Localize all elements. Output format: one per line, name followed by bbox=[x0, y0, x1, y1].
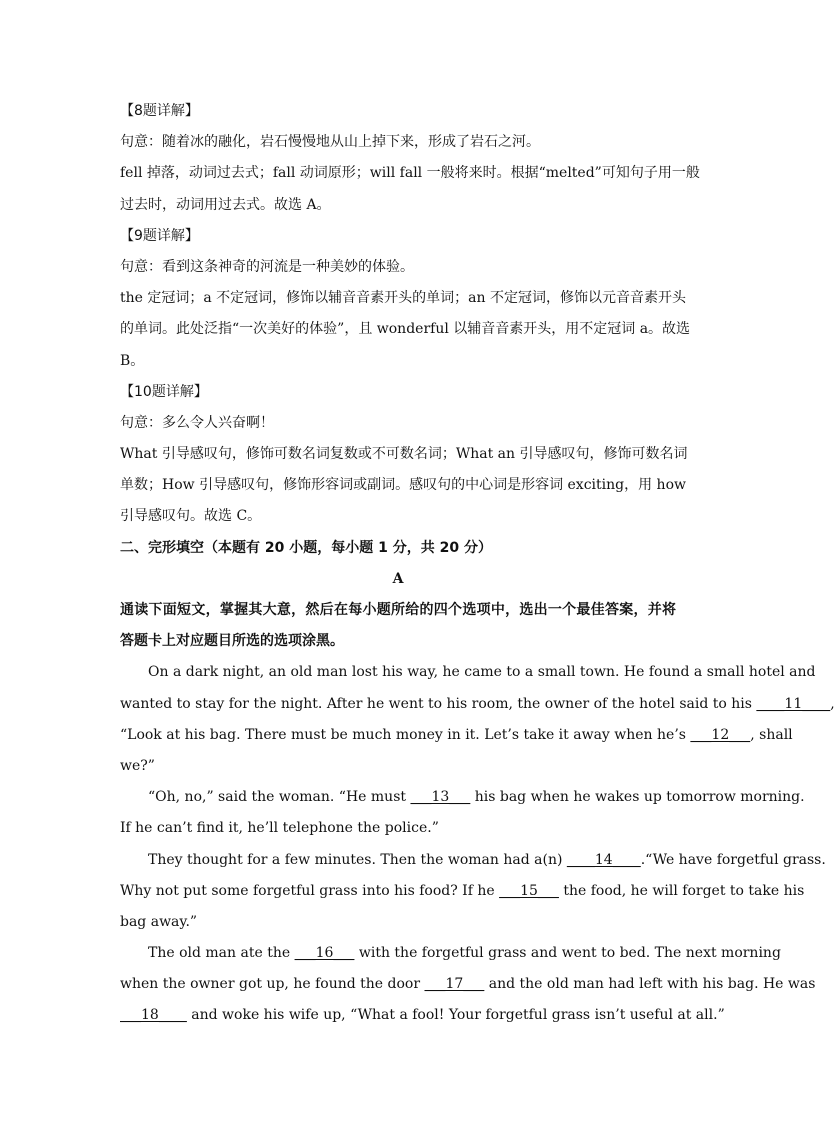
passage-p1-line-3 bbox=[120, 720, 793, 751]
passage-p3-line-1 bbox=[120, 845, 826, 876]
section-title: 二、完形填空（本题有 20 小题，每小题 1 分，共 20 分） bbox=[120, 539, 492, 556]
q9-explain-line-3: B。 bbox=[120, 352, 145, 369]
passage-text: his bag when he wakes up tomorrow morning. bbox=[470, 789, 805, 806]
q9-heading: 【9题详解】 bbox=[120, 227, 199, 244]
passage-text: with the forgetful grass and went to bed. The next morning bbox=[354, 945, 781, 962]
passage-text: the food, he will forget to take his bbox=[558, 882, 805, 899]
passage-text: .“We have forgetful grass. bbox=[640, 851, 826, 868]
passage-text: , shall bbox=[750, 726, 793, 743]
q10-explain-line-2: 单数；How 引导感叹句，修饰形容词或副词。感叹句的中心词是形容词 exciting，用 how bbox=[120, 477, 686, 494]
blank-12: ___12___ bbox=[690, 726, 751, 743]
passage-text: and woke his wife up, “What a fool! Your forgetful grass isn’t useful at all.” bbox=[186, 1007, 725, 1024]
blank-14: ____14____ bbox=[566, 851, 641, 868]
passage-text: when the owner got up, he found the door bbox=[120, 976, 425, 993]
passage-text: “Look at his bag. There must be much money in it. Let’s take it away when he’s bbox=[120, 726, 691, 743]
passage-text: Why not put some forgetful grass into his food? If he bbox=[120, 882, 500, 899]
q9-explain-line-1: the 定冠词；a 不定冠词，修饰以辅音音素开头的单词；an 不定冠词，修饰以元音音素开头 bbox=[120, 290, 686, 307]
passage-p1-line-1: On a dark night, an old man lost his way, he came to a small town. He found a small hotel and bbox=[148, 664, 816, 681]
instructions-line-2: 答题卡上对应题目所选的选项涂黑。 bbox=[120, 633, 344, 650]
q8-explain-line-2: 过去时，动词用过去式。故选 A。 bbox=[120, 196, 331, 213]
passage-text: , bbox=[830, 695, 835, 712]
q10-meaning: 句意：多么令人兴奋啊！ bbox=[120, 414, 274, 431]
blank-15: ___15___ bbox=[499, 882, 559, 899]
passage-p3-line-2 bbox=[120, 876, 805, 907]
passage-text: The old man ate the bbox=[148, 945, 295, 962]
blank-17: ___17___ bbox=[424, 976, 485, 993]
blank-13: ___13___ bbox=[410, 789, 471, 806]
q10-heading: 【10题详解】 bbox=[120, 383, 208, 400]
q9-explain-line-2: 的单词。此处泛指“一次美好的体验”，且 wonderful 以辅音音素开头，用不定冠词 a。故选 bbox=[120, 321, 691, 338]
passage-p4-line-2 bbox=[120, 969, 816, 1000]
blank-11: ____11____ bbox=[756, 695, 831, 712]
q8-explain-line-1: fell 掉落，动词过去式；fall 动词原形；will fall 一般将来时。根据“melted”可知句子用一般 bbox=[120, 165, 700, 182]
passage-p2-line-1 bbox=[120, 782, 805, 813]
passage-p3-line-3: bag away.” bbox=[120, 913, 198, 930]
q8-meaning: 句意：随着冰的融化，岩石慢慢地从山上掉下来，形成了岩石之河。 bbox=[120, 134, 540, 151]
passage-text: wanted to stay for the night. After he went to his room, the owner of the hotel said to his bbox=[120, 695, 757, 712]
q10-explain-line-3: 引导感叹句。故选 C。 bbox=[120, 508, 262, 525]
passage-text: “Oh, no,” said the woman. “He must bbox=[148, 789, 411, 806]
passage-p1-line-4: we?” bbox=[120, 757, 155, 774]
document-page bbox=[120, 96, 835, 1032]
instructions-line-1: 通读下面短文，掌握其大意，然后在每小题所给的四个选项中，选出一个最佳答案，并将 bbox=[120, 602, 676, 618]
q10-explain-line-1: What 引导感叹句，修饰可数名词复数或不可数名词；What an 引导感叹句，修饰可数名词 bbox=[120, 446, 688, 463]
blank-18: ___18____ bbox=[120, 1007, 187, 1024]
passage-text: They thought for a few minutes. Then the woman had a(n) bbox=[148, 851, 567, 868]
q8-heading: 【8题详解】 bbox=[120, 103, 199, 119]
passage-p4-line-3 bbox=[120, 1000, 725, 1031]
section-part-label: A bbox=[392, 570, 404, 587]
q9-meaning: 句意：看到这条神奇的河流是一种美妙的体验。 bbox=[120, 258, 414, 275]
blank-16: ___16___ bbox=[294, 945, 355, 962]
passage-p4-line-1 bbox=[120, 938, 781, 969]
passage-p1-line-2 bbox=[120, 689, 835, 720]
passage-p2-line-2: If he can’t find it, he’ll telephone the police.” bbox=[120, 820, 439, 837]
passage-text: and the old man had left with his bag. He was bbox=[484, 976, 816, 993]
